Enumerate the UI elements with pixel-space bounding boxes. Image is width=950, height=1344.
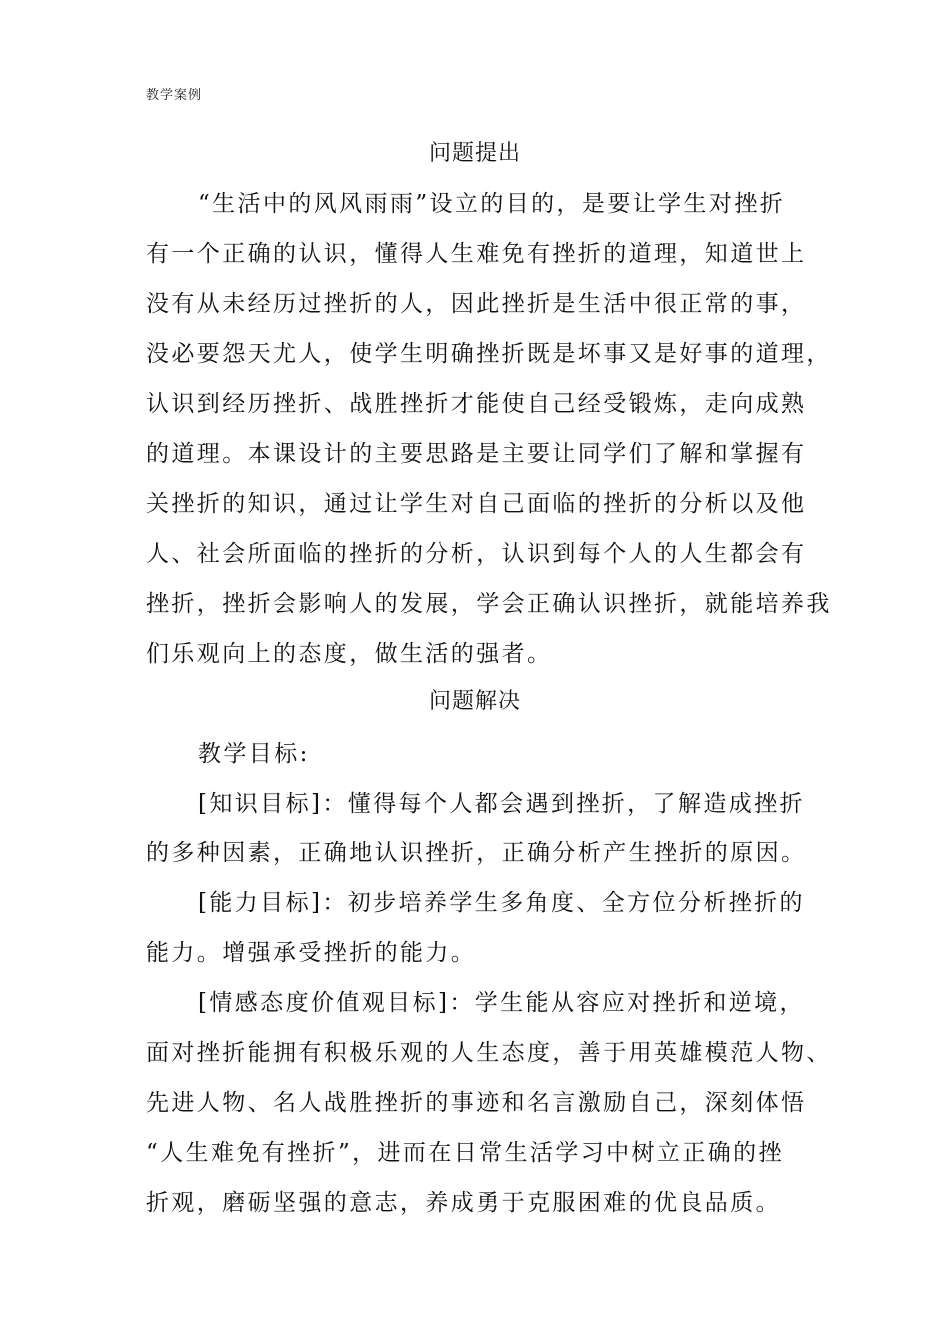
paragraph-line: 有一个正确的认识，懂得人生难免有挫折的道理，知道世上: [146, 241, 807, 267]
knowledge-objective-line: [知识目标]：懂得每个人都会遇到挫折，了解造成挫折: [198, 791, 805, 817]
knowledge-objective-line: 的多种因素，正确地认识挫折，正确分析产生挫折的原因。: [146, 840, 807, 866]
paragraph-line: 没有从未经历过挫折的人，因此挫折是生活中很正常的事，: [146, 291, 807, 317]
paragraph-line: 的道理。本课设计的主要思路是主要让同学们了解和掌握有: [146, 441, 807, 467]
emotion-objective-line: 面对挫折能拥有积极乐观的人生态度，善于用英雄模范人物、: [146, 1040, 832, 1066]
emotion-objective-line: “人生难免有挫折”，进而在日常生活学习中树立正确的挫: [146, 1140, 784, 1166]
emotion-objective-line: 折观，磨砺坚强的意志，养成勇于克服困难的优良品质。: [146, 1190, 781, 1216]
header-label: 教学案例: [146, 88, 203, 103]
section-title-problem: 问题提出: [428, 141, 521, 166]
ability-objective-line: 能力。增强承受挫折的能力。: [146, 940, 477, 966]
emotion-objective-line: 先进人物、名人战胜挫折的事迹和名言激励自己，深刻体悟: [146, 1090, 807, 1116]
paragraph-line: 挫折，挫折会影响人的发展，学会正确认识挫折，就能培养我: [146, 591, 832, 617]
paragraph-line: 认识到经历挫折、战胜挫折才能使自己经受锻炼，走向成熟: [146, 391, 807, 417]
paragraph-line: 关挫折的知识，通过让学生对自己面临的挫折的分析以及他: [146, 491, 807, 517]
objectives-label: 教学目标:: [198, 741, 310, 767]
section-title-solution: 问题解决: [428, 689, 521, 714]
paragraph-line: 们乐观向上的态度，做生活的强者。: [146, 641, 553, 667]
emotion-objective-line: [情感态度价值观目标]：学生能从容应对挫折和逆境，: [198, 990, 805, 1016]
paragraph-line: 人、社会所面临的挫折的分析，认识到每个人的人生都会有: [146, 541, 807, 567]
paragraph-line: “生活中的风风雨雨”设立的目的，是要让学生对挫折: [198, 191, 786, 217]
paragraph-line: 没必要怨天尤人，使学生明确挫折既是坏事又是好事的道理，: [146, 341, 832, 367]
ability-objective-line: [能力目标]：初步培养学生多角度、全方位分析挫折的: [198, 890, 805, 916]
